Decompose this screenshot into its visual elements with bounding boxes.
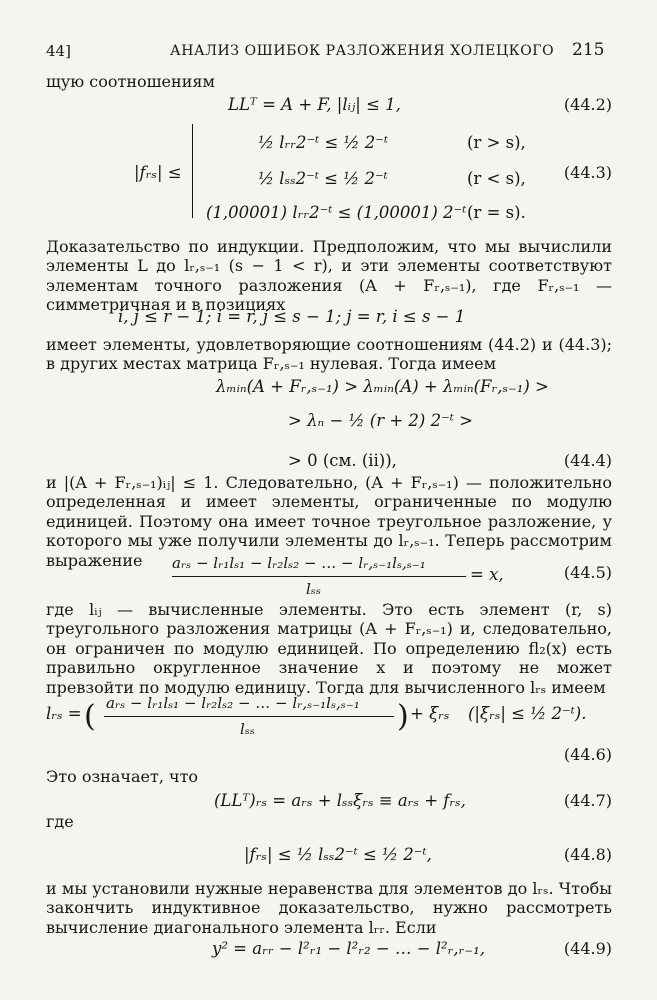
running-title: АНАЛИЗ ОШИБОК РАЗЛОЖЕНИЯ ХОЛЕЦКОГО bbox=[170, 43, 555, 59]
paragraph-2: имеет элементы, удовлетворяющие соотношениям (44.2) и (44.3); в других местах матрица Fᵣ,ₛ₋₁ нулевая. Тогда имеем bbox=[46, 335, 612, 374]
equation-44-6-rhs: + ξᵣₛ bbox=[410, 704, 450, 723]
fraction-bar-44-6 bbox=[104, 716, 394, 717]
equation-44-2: LLᵀ = A + F, |lᵢⱼ| ≤ 1, bbox=[228, 95, 401, 114]
equation-number-44-4: (44.4) bbox=[563, 451, 612, 470]
case-3: (1,00001) lᵣᵣ2⁻ᵗ ≤ (1,00001) 2⁻ᵗ bbox=[206, 203, 467, 222]
equation-number-44-9: (44.9) bbox=[563, 939, 612, 958]
equation-number-44-6: (44.6) bbox=[563, 745, 612, 764]
equation-number-44-3: (44.3) bbox=[563, 163, 612, 182]
section-number: 44] bbox=[46, 42, 71, 60]
paragraph-1: Доказательство по индукции. Предположим, что мы вычислили элементы L до lᵣ,ₛ₋₁ (s − 1 < r), и эти элементы соответствуют элементам точного разложения (A + Fᵣ,ₛ₋₁), где Fᵣ,ₛ₋₁ — симметричная и в позициях bbox=[46, 237, 612, 315]
case-2: ½ lₛₛ2⁻ᵗ ≤ ½ 2⁻ᵗ bbox=[258, 169, 388, 188]
condition-2: (r < s), bbox=[467, 169, 526, 188]
fraction-numerator-44-6: aᵣₛ − lᵣ₁lₛ₁ − lᵣ₂lₛ₂ − … − lᵣ,ₛ₋₁lₛ,ₛ₋₁ bbox=[106, 694, 360, 712]
equation-44-6-lhs: lᵣₛ = bbox=[46, 704, 82, 723]
equation-44-8: |fᵣₛ| ≤ ½ lₛₛ2⁻ᵗ ≤ ½ 2⁻ᵗ, bbox=[244, 845, 432, 864]
page-number: 215 bbox=[572, 40, 605, 60]
right-paren: ) bbox=[397, 699, 409, 734]
equation-44-9: y² = aᵣᵣ − l²ᵣ₁ − l²ᵣ₂ − … − l²ᵣ,ᵣ₋₁, bbox=[212, 939, 485, 958]
equation-number-44-8: (44.8) bbox=[563, 845, 612, 864]
equation-44-5-rhs: = x, bbox=[470, 565, 504, 584]
condition-1: (r > s), bbox=[467, 133, 526, 152]
fraction-numerator-44-5: aᵣₛ − lᵣ₁lₛ₁ − lᵣ₂lₛ₂ − … − lᵣ,ₛ₋₁lₛ,ₛ₋₁ bbox=[172, 554, 426, 572]
where-text: где bbox=[46, 812, 74, 831]
paragraph-3: и |(A + Fᵣ,ₛ₋₁)ᵢⱼ| ≤ 1. Следовательно, (A + Fᵣ,ₛ₋₁) — положительно определенная и имеет элементы, ограниченные по модулю единицей. Поэтому она имеет точное треугольное разложение, у которого мы уже получили элементы до lᵣ,ₛ₋₁. Теперь рассмотрим выражение bbox=[46, 473, 612, 570]
equation-44-6-bound: (|ξᵣₛ| ≤ ½ 2⁻ᵗ). bbox=[468, 704, 587, 723]
equation-44-7: (LLᵀ)ᵣₛ = aᵣₛ + lₛₛξᵣₛ ≡ aᵣₛ + fᵣₛ, bbox=[214, 791, 466, 810]
fraction-bar-44-5 bbox=[172, 576, 466, 577]
equation-44-4-line-2: > λₙ − ½ (r + 2) 2⁻ᵗ > bbox=[288, 411, 473, 430]
paragraph-4: где lᵢⱼ — вычисленные элементы. Это есть элемент (r, s) треугольного разложения матрицы (A + Fᵣ,ₛ₋₁) и, следовательно, он ограничен по модулю единицей. По определению fl₂(x) есть правильно округленное значение x и поэтому не может превзойти по модулю единицу. Тогда для вычисленного lᵣₛ имеем bbox=[46, 600, 612, 697]
left-brace bbox=[192, 124, 193, 218]
equation-44-4-line-1: λₘᵢₙ(A + Fᵣ,ₛ₋₁) > λₘᵢₙ(A) + λₘᵢₙ(Fᵣ,ₛ₋₁) > bbox=[216, 377, 549, 396]
left-paren: ( bbox=[84, 699, 96, 734]
positions-line: i, j ≤ r − 1; i = r, j ≤ s − 1; j = r, i ≤ s − 1 bbox=[118, 307, 466, 326]
equation-number-44-7: (44.7) bbox=[563, 791, 612, 810]
equation-44-3-lhs: |fᵣₛ| ≤ bbox=[134, 163, 182, 182]
fraction-denominator-44-5: lₛₛ bbox=[306, 580, 321, 598]
paragraph-6: и мы установили нужные неравенства для элементов до lᵣₛ. Чтобы закончить индуктивное доказательство, нужно рассмотреть вычисление диагонального элемента lᵣᵣ. Если bbox=[46, 879, 612, 937]
intro-text: щую соотношениям bbox=[46, 72, 215, 91]
equation-number-44-5: (44.5) bbox=[563, 563, 612, 582]
case-1: ½ lᵣᵣ2⁻ᵗ ≤ ½ 2⁻ᵗ bbox=[258, 133, 389, 152]
condition-3: (r = s). bbox=[467, 203, 526, 222]
equation-44-4-line-3: > 0 (см. (ii)), bbox=[288, 451, 397, 470]
equation-number-44-2: (44.2) bbox=[563, 95, 612, 114]
fraction-denominator-44-6: lₛₛ bbox=[240, 720, 255, 738]
paragraph-5: Это означает, что bbox=[46, 767, 199, 786]
